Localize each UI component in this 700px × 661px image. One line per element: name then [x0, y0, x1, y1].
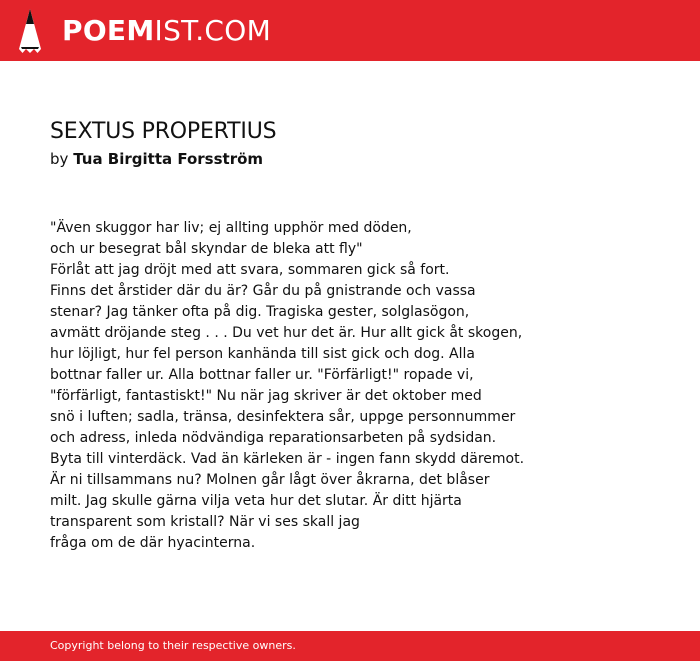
poem-line: och ur besegrat bål skyndar de bleka att fly"	[50, 241, 363, 257]
poem-line: snö i luften; sadla, tränsa, desinfektera sår, uppge personnummer	[50, 409, 516, 425]
poem-line: "Även skuggor har liv; ej allting upphör med döden,	[50, 220, 412, 236]
poem-line: och adress, inleda nödvändiga reparationsarbeten på sydsidan.	[50, 430, 497, 446]
site-header	[0, 0, 700, 61]
brand-bold-text: POEM	[62, 14, 155, 47]
brand-light-text: IST.COM	[154, 14, 272, 47]
poem-line: milt. Jag skulle gärna vilja veta hur det slutar. Är ditt hjärta	[50, 493, 462, 509]
poem-line: transparent som kristall? När vi ses skall jag	[50, 514, 360, 530]
poem-body	[50, 218, 670, 554]
poem-line: hur löjligt, hur fel person kanhända till sist gick och dog. Alla	[50, 346, 475, 362]
poem-line: Finns det årstider där du är? Går du på gnistrande och vassa	[50, 283, 476, 299]
copyright-text: Copyright belong to their respective owners.	[50, 639, 296, 652]
poem-line: "förfärligt, fantastiskt!" Nu när jag skriver är det oktober med	[50, 388, 482, 404]
site-logo-link[interactable]	[62, 14, 271, 48]
pencil-tip-icon[interactable]	[18, 9, 42, 53]
author-name[interactable]: Tua Birgitta Forsström	[73, 150, 264, 168]
poem-line: avmätt dröjande steg . . . Du vet hur det är. Hur allt gick åt skogen,	[50, 325, 523, 341]
poem-title: SEXTUS PROPERTIUS	[50, 119, 277, 144]
poem-line: stenar? Jag tänker ofta på dig. Tragiska gester, solglasögon,	[50, 304, 470, 320]
byline	[50, 149, 263, 169]
site-footer	[0, 631, 700, 661]
poem-line: Är ni tillsammans nu? Molnen går lågt över åkrarna, det blåser	[50, 472, 490, 488]
poem-line: Förlåt att jag dröjt med att svara, sommaren gick så fort.	[50, 262, 450, 278]
poem-line: bottnar faller ur. Alla bottnar faller ur. "Förfärligt!" ropade vi,	[50, 367, 474, 383]
poem-line: fråga om de där hyacinterna.	[50, 535, 256, 551]
by-label: by	[50, 150, 69, 168]
poem-line: Byta till vinterdäck. Vad än kärleken är - ingen fann skydd däremot.	[50, 451, 525, 467]
